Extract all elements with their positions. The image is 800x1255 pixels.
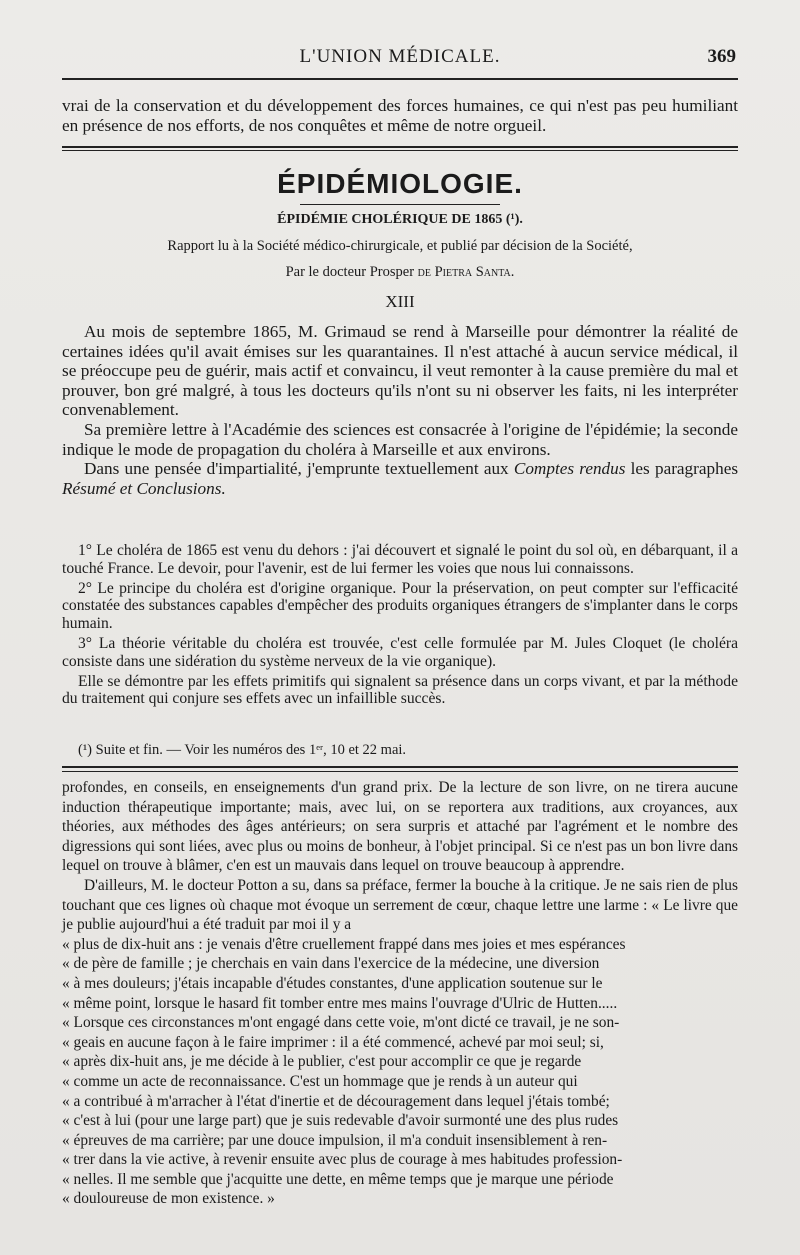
quotation [62, 935, 738, 1209]
column-rule-thin [62, 771, 738, 772]
chapter-number: XIII [385, 292, 415, 311]
list-item: 1° Le choléra de 1865 est venu du dehors : j'ai découvert et signalé le point du sol où, en débarquant, il a touché France. Le devoir, pour l'avenir, est de lui fermer les voies que nous lui connaissons. [62, 542, 738, 577]
article-body [62, 322, 738, 498]
quote-line: « nelles. Il me semble que j'acquitte une dette, en même temps que je marque une période [62, 1170, 614, 1188]
section-title: ÉPIDÉMIOLOGIE. [277, 168, 523, 199]
list-item: Elle se démontre par les effets primitifs qui signalent sa présence dans un corps vivant, et par la méthode du traitement qui conjure ses effets avec un infaillible succès. [62, 672, 738, 708]
paragraph: Sa première lettre à l'Académie des sciences est consacrée à l'origine de l'épidémie; la seconde indique le mode de propagation du choléra à Marseille et aux environs. [62, 419, 738, 459]
paragraph: profondes, en conseils, en enseignements d'un grand prix. De la lecture de son livre, on ne tirera aucune induction thérapeutique importante; mais, avec lui, on se reportera aux traditions, aux croyances, aux théories, aux méthodes des âges antérieurs; on sera surpris et attaché par l'agrément et le nombre des digressions qui sont liées, avec plus ou moins de bonheur, à l'objet principal. Si ce n'est pas un bon livre dans lequel on trouve à blâmer, c'en est un mauvais dans lequel on trouve beaucoup à apprendre. [62, 779, 738, 875]
quote-line: « geais en aucune façon à le faire imprimer : il a été commencé, achevé par moi seul; si, [62, 1033, 604, 1051]
quote-line: « comme un acte de reconnaissance. C'est un hommage que je rends à un auteur qui [62, 1072, 578, 1090]
conclusions-list [62, 542, 738, 710]
quote-line: « après dix-huit ans, je me décide à le publier, c'est pour accomplir ce que je regarde [62, 1053, 582, 1071]
paragraph: Au mois de septembre 1865, M. Grimaud se rend à Marseille pour démontrer la réalité de certaines idées qu'il avait émises sur les quarantaines. Il n'est attaché à aucun service médical, il se préoccupe peu de guérir, mais actif et convaincu, il veut remonter à la cause première du mal et prouver, bon gré malgré, à tous les docteurs qu'ils n'ont su ni observer les faits, ni les interpréter convenablement. [62, 322, 738, 420]
column-rule [62, 766, 738, 768]
quote-line: « douloureuse de mon existence. » [62, 1190, 275, 1208]
header-rule [62, 78, 738, 80]
article-subtitle: Rapport lu à la Société médico-chirurgicale, et publié par décision de la Société, [167, 238, 633, 254]
journal-title: L'UNION MÉDICALE. [299, 46, 501, 67]
quote-line: « de père de famille ; je cherchais en vain dans l'exercice de la médecine, une diversion [62, 955, 600, 973]
quote-line: « trer dans la vie active, à revenir ensuite avec plus de courage à mes habitudes profession- [62, 1151, 623, 1169]
section-underline [300, 204, 500, 205]
list-item: 2° Le principe du choléra est d'origine organique. Pour la préservation, on peut compter sur l'efficacité constatée des substances capables d'empêcher des produits organiques étrangers de s'implanter dans le corps humain. [62, 579, 738, 633]
article-title: ÉPIDÉMIE CHOLÉRIQUE DE 1865 (¹). [277, 212, 523, 227]
quote-line: « Lorsque ces circonstances m'ont engagé dans cette voie, m'ont dicté ce travail, je ne son- [62, 1014, 620, 1032]
quote-line: « à mes douleurs; j'étais incapable d'études constantes, d'une application soutenue sur le [62, 974, 603, 992]
section-rule-top [62, 146, 738, 148]
opening-paragraph: vrai de la conservation et du développement des forces humaines, ce qui n'est pas peu humiliant en présence de nos efforts, de nos conquêtes et même de notre orgueil. [62, 96, 738, 135]
section-rule-top-thin [62, 150, 738, 151]
article-author: Par le docteur Prosper de Pietra Santa. [285, 264, 515, 280]
paragraph-impartial: Dans une pensée d'impartialité, j'emprunte textuellement aux Comptes rendus les paragraphes Résumé et Conclusions. [62, 459, 739, 498]
quote-line: « plus de dix-huit ans : je venais d'être cruellement frappé dans mes joies et mes espérances [62, 935, 626, 953]
paragraph: D'ailleurs, M. le docteur Potton a su, dans sa préface, fermer la bouche à la critique. Je ne sais rien de plus touchant que ces lignes où chaque mot évoque un serrement de cœur, chaque lettre une larme : « Le livre que je publie aujourd'hui a été traduit par moi il y a [62, 876, 738, 934]
quote-line: « même point, lorsque le hasard fit tomber entre mes mains l'ouvrage d'Ulric de Hutten..... [62, 994, 618, 1012]
quote-line: « épreuves de ma carrière; par une douce impulsion, il m'a conduit insensiblement à ren- [62, 1131, 608, 1149]
quote-line: « c'est à lui (pour une large part) que je suis redevable d'avoir surmonté une des plus rudes [62, 1112, 619, 1130]
footnote: (¹) Suite et fin. — Voir les numéros des 1ᵉʳ, 10 et 22 mai. [78, 742, 407, 758]
quote-line: « a contribué à m'arracher à l'état d'inertie et de découragement dans lequel j'étais tombé; [62, 1092, 610, 1110]
lower-body [62, 778, 738, 1209]
running-header [60, 46, 740, 74]
list-item: 3° La théorie véritable du choléra est trouvée, c'est celle formulée par M. Jules Cloquet (le choléra consiste dans une sidération du système nerveux de la vie organique). [62, 634, 738, 670]
page-number: 369 [707, 46, 736, 67]
